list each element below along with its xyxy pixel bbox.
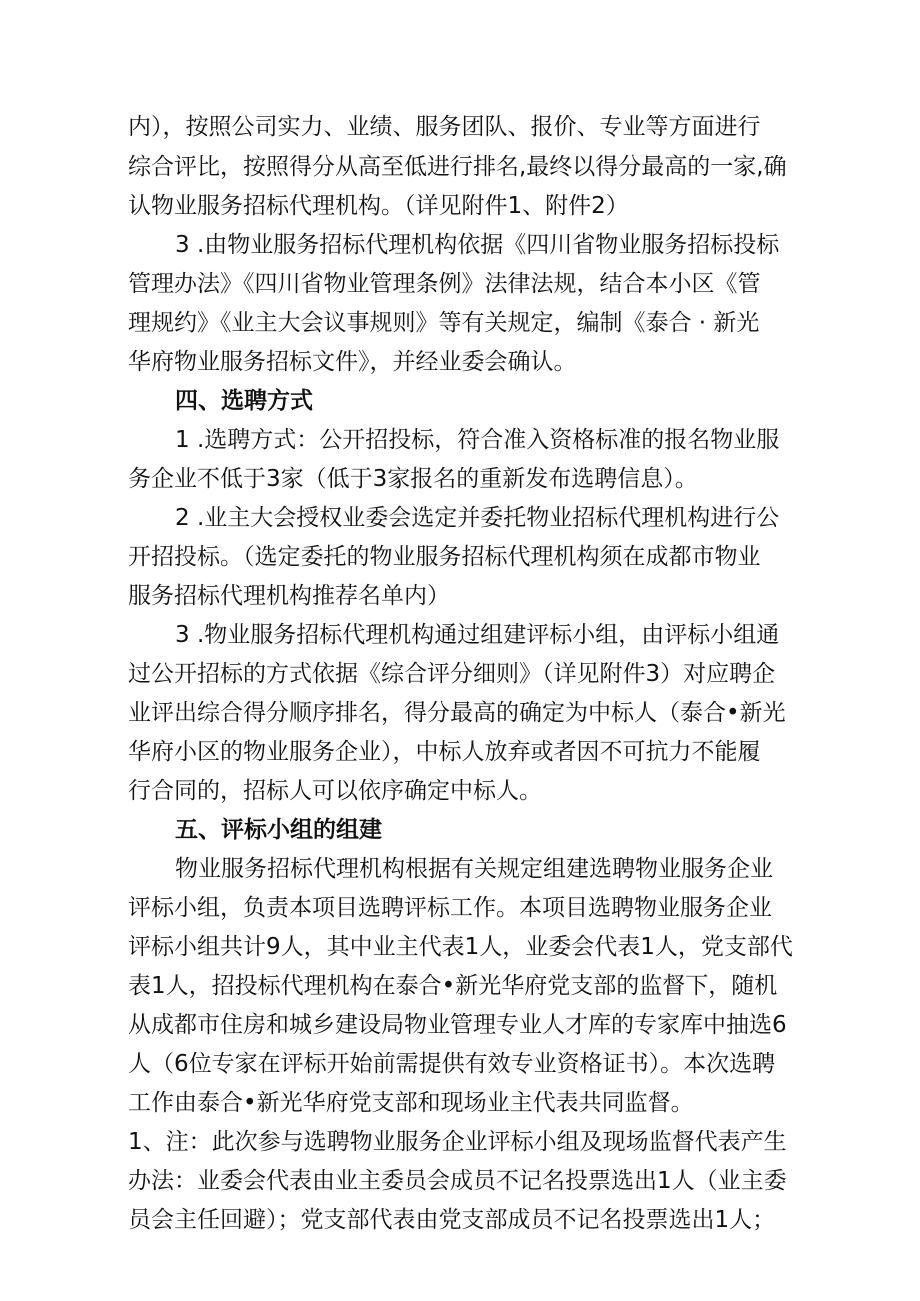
paragraph-line: 服务招标代理机构推荐名单内） bbox=[128, 583, 450, 609]
paragraph-line: 认物业服务招标代理机构。（详见附件1、附件2） bbox=[128, 193, 629, 219]
paragraph-line: 华府物业服务招标文件》，并经业委会确认。 bbox=[128, 349, 577, 375]
paragraph-line: 开招投标。（选定委托的物业服务招标代理机构须在成都市物业 bbox=[128, 544, 761, 570]
note-line: 员会主任回避）；党支部代表由党支部成员不记名投票选出1人； bbox=[128, 1207, 776, 1233]
paragraph-line: 工作由泰合•新光华府党支部和现场业主代表共同监督。 bbox=[128, 1090, 694, 1116]
paragraph-line: 1 .选聘方式：公开招投标，符合准入资格标准的报名物业服 bbox=[175, 427, 780, 453]
paragraph-line: 3 .物业服务招标代理机构通过组建评标小组，由评标小组通 bbox=[175, 622, 780, 648]
paragraph-line: 综合评比，按照得分从高至低进行排名,最终以得分最高的一家,确 bbox=[128, 154, 787, 180]
note-line: 1、注：此次参与选聘物业服务企业评标小组及现场监督代表产生 bbox=[128, 1129, 787, 1155]
paragraph-line: 物业服务招标代理机构根据有关规定组建选聘物业服务企业 bbox=[175, 856, 773, 882]
paragraph-line: 理规约》《业主大会议事规则》等有关规定，编制《泰合 · 新光 bbox=[128, 310, 760, 336]
paragraph-line: 评标小组共计9人，其中业主代表1人，业委会代表1人，党支部代 bbox=[128, 934, 793, 960]
section-heading: 四、选聘方式 bbox=[175, 388, 313, 414]
paragraph-line: 过公开招标的方式依据《综合评分细则》（详见附件3）对应聘企 bbox=[128, 661, 776, 687]
paragraph-line: 华府小区的物业服务企业），中标人放弃或者因不可抗力不能履 bbox=[128, 739, 761, 765]
paragraph-line: 2 .业主大会授权业委会选定并委托物业招标代理机构进行公 bbox=[175, 505, 780, 531]
paragraph-line: 业评出综合得分顺序排名，得分最高的确定为中标人（泰合•新光 bbox=[128, 700, 786, 726]
paragraph-line: 从成都市住房和城乡建设局物业管理专业人才库的专家库中抽选6 bbox=[128, 1012, 787, 1038]
note-line: 办法：业委会代表由业主委员会成员不记名投票选出1人（业主委 bbox=[128, 1168, 787, 1194]
paragraph-line: 管理办法》《四川省物业管理条例》法律法规，结合本小区《管 bbox=[128, 271, 761, 297]
paragraph-line: 3 .由物业服务招标代理机构依据《四川省物业服务招标投标 bbox=[175, 232, 780, 258]
paragraph-line: 评标小组，负责本项目选聘评标工作。本项目选聘物业服务企业 bbox=[128, 895, 772, 921]
section-heading: 五、评标小组的组建 bbox=[175, 817, 382, 843]
paragraph-line: 务企业不低于3家（低于3家报名的重新发布选聘信息）。 bbox=[128, 466, 698, 492]
paragraph-line: 表1人，招投标代理机构在泰合•新光华府党支部的监督下，随机 bbox=[128, 973, 778, 999]
paragraph-line: 人（6位专家在评标开始前需提供有效专业资格证书）。本次选聘 bbox=[128, 1051, 776, 1077]
paragraph-line: 行合同的，招标人可以依序确定中标人。 bbox=[128, 778, 542, 804]
paragraph-line: 内），按照公司实力、业绩、服务团队、报价、专业等方面进行 bbox=[128, 114, 761, 140]
